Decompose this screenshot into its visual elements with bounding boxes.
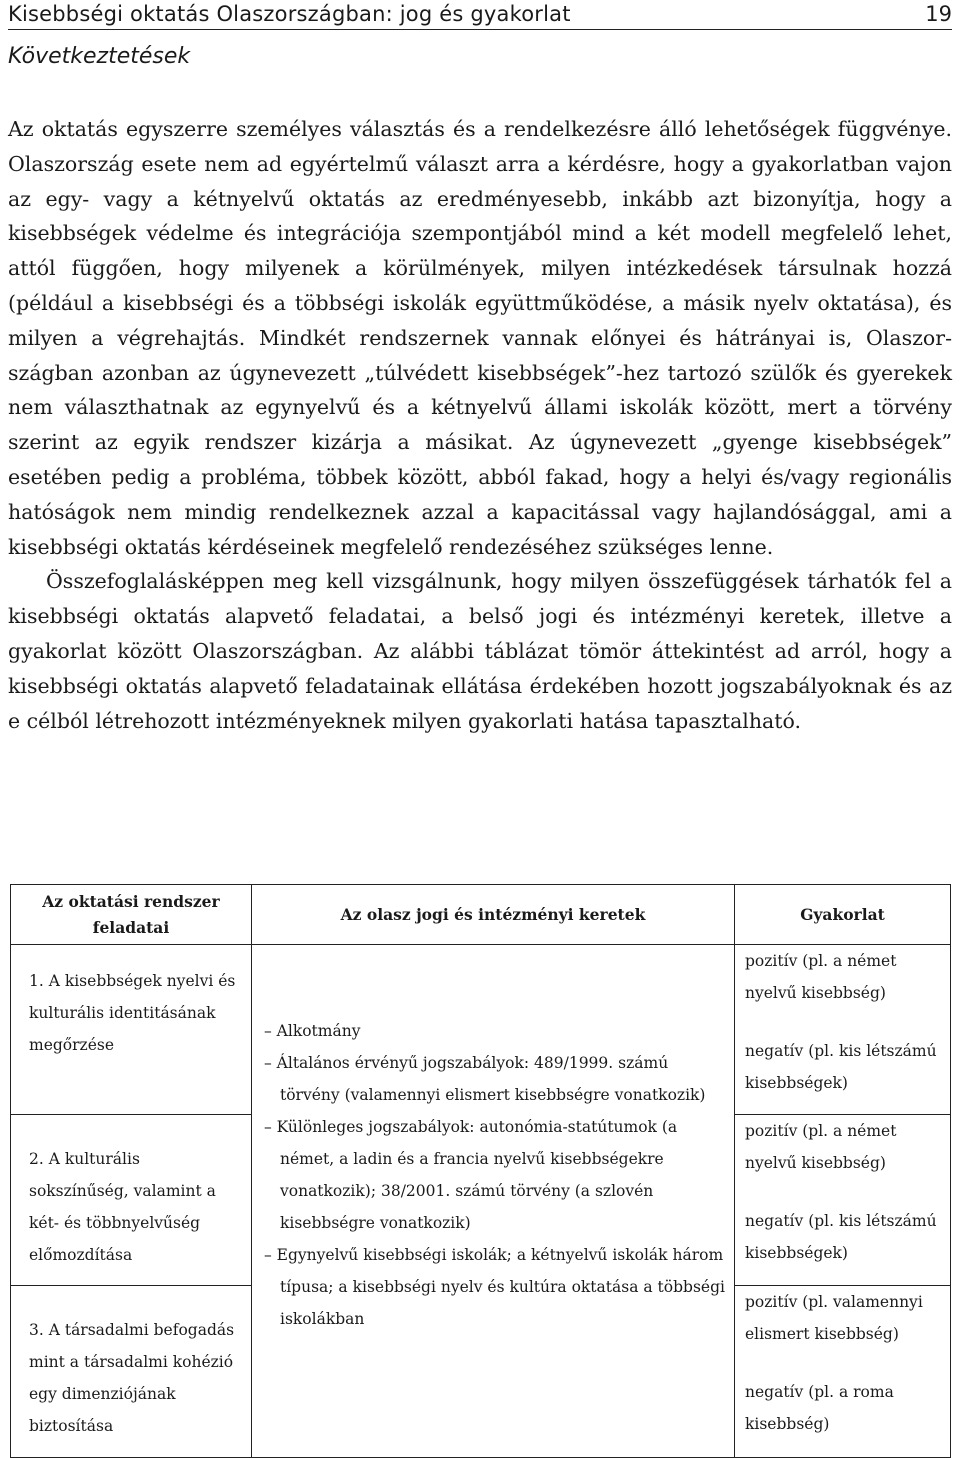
legal-framework-cell — [252, 945, 735, 1458]
practice-positive-1: pozitív (pl. a német nyelvű kisebbség) — [745, 952, 897, 1002]
running-header — [8, 0, 952, 30]
practice-negative-2: negatív (pl. kis létszámú kisebbségek) — [745, 1211, 937, 1262]
summary-table — [10, 884, 951, 1458]
table-header-row — [11, 885, 951, 945]
legal-item-constitution: – Alkotmány — [264, 1022, 361, 1040]
section-title: Következtetések — [8, 44, 191, 69]
running-title: Kisebbségi oktatás Olaszországban: jog és gyakorlat — [8, 2, 571, 26]
practice-cell-2 — [735, 1114, 951, 1286]
header-practice: Gyakorlat — [735, 885, 951, 945]
legal-item-general-laws: – Általános érvényű jogszabályok: 489/1999. számú törvény (valamennyi elismert kisebbségre vonatkozik) — [264, 1054, 706, 1104]
task-cell-3: 3. A társadalmi befogadás mint a társadalmi kohézió egy dimenziójának biztosítása — [11, 1286, 252, 1458]
practice-positive-2: pozitív (pl. a német nyelvű kisebbség) — [745, 1121, 897, 1172]
paragraph-2: Összefoglalásképpen meg kell vizsgálnunk, hogy milyen összefüggések tárhatók fel a kisebbségi oktatás alapvető feladatai, a belső jogi és intézményi keretek, illetve a gyakorlat között Olaszországban. Az alábbi táblázat tömör áttekintést ad arról, hogy a kisebbségi oktatás alapvető feladatainak ellátása érdekében hozott jogszabályoknak és az e célból létrehozott intézményeknek milyen gyakorlati hatása tapasztalható. — [8, 569, 952, 733]
paragraph-1: Az oktatás egyszerre személyes választás és a rendelkezésre álló lehetőségek függvénye. Olaszország esete nem ad egyértelmű választ arra a kérdésre, hogy a gyakorlatban vajon az egy- vagy a kétnyelvű oktatás az eredményesebb, inkább azt bizonyítja, hogy a kisebbségek védelme és integrációja szempontjából mind a két modell megfelelő lehet, attól függően, hogy milyenek a körülmények, milyen intézkedések társulnak hozzá (például a kisebbségi és a többségi iskolák együttműködése, a másik nyelv oktatása), és milyen a végrehajtás. Mindkét rendszernek vannak előnyei és hátrányai is, Olaszországban azonban az úgynevezett „túlvédett kisebbségek”-hez tartozó szülők és gyerekek nem választhatnak az egynyelvű és a kétnyelvű állami iskolák között, mert a törvény szerint az egyik rendszer kizárja a másikat. Az úgynevezett „gyenge kisebbségek” esetében pedig a probléma, többek között, abból fakad, hogy a helyi és/vagy regionális hatóságok nem mindig rendelkeznek azzal a kapacitással vagy hajlandósággal, ami a kisebbségi oktatás kérdéseinek megfelelő rendezéséhez szükséges lenne. — [8, 117, 952, 559]
practice-negative-3: negatív (pl. a roma kisebbség) — [745, 1383, 894, 1434]
table-row — [11, 945, 951, 1115]
practice-positive-3: pozitív (pl. valamennyi elismert kisebbség) — [745, 1293, 923, 1344]
legal-framework-list — [264, 1015, 728, 1335]
page-number: 19 — [925, 2, 952, 26]
practice-negative-1: negatív (pl. kis létszámú kisebbségek) — [745, 1042, 937, 1092]
header-legal-framework: Az olasz jogi és intézményi keretek — [252, 885, 735, 945]
practice-cell-1 — [735, 945, 951, 1115]
legal-item-schools: – Egynyelvű kisebbségi iskolák; a kétnyelvű iskolák három típusa; a kisebbségi nyelv és kultúra oktatása a többségi iskolákban — [264, 1246, 725, 1328]
legal-item-special-laws: – Különleges jogszabályok: autonómia-statútumok (a német, a ladin és a francia nyelvű kisebbségekre vonatkozik); 38/2001. számú törvény (a szlovén kisebbségre vonatkozik) — [264, 1118, 678, 1232]
task-cell-2: 2. A kulturális sokszínűség, valamint a két- és többnyelvűség előmozdítása — [11, 1114, 252, 1286]
body-text — [8, 112, 952, 738]
task-cell-1: 1. A kisebbségek nyelvi és kulturális identitásának megőrzése — [11, 945, 252, 1115]
header-tasks: Az oktatási rendszer feladatai — [11, 885, 252, 945]
practice-cell-3 — [735, 1286, 951, 1458]
